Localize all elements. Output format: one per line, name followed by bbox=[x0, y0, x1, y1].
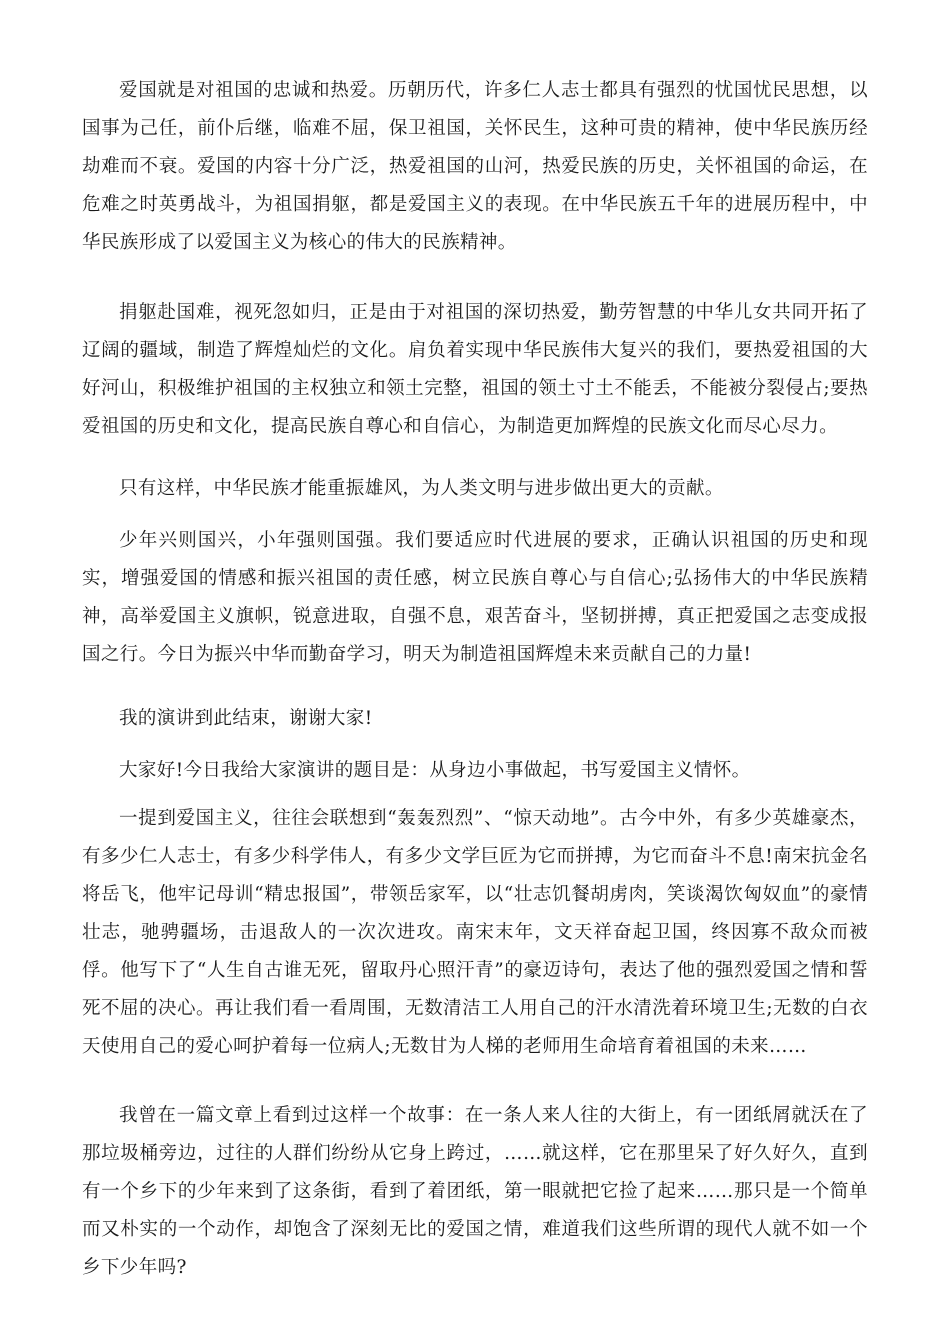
paragraph-youth-strength: 少年兴则国兴，小年强则国强。我们要适应时代进展的要求，正确认识祖国的历史和现实，增强爱国的情感和振兴祖国的责任感，树立民族自尊心与自信心;弘扬伟大的中华民族精神，高举爱国主义旗帜，锐意进取，自强不息，艰苦奋斗，坚韧拼搏，真正把爱国之志变成报国之行。今日为振兴中华而勤奋学习，明天为制造祖国辉煌未来贡献自己的力量! bbox=[82, 530, 868, 665]
paragraph-patriotic-heroes: 一提到爱国主义，往往会联想到“轰轰烈烈”、“惊天动地”。古今中外，有多少英雄豪杰，有多少仁人志士，有多少科学伟人，有多少文学巨匠为它而拼搏，为它而奋斗不息!南宋抗金名将岳飞，他牢记母训“精忠报国”，带领岳家军，以“壮志饥餐胡虏肉，笑谈渴饮匈奴血”的豪情壮志，驰骋疆场，击退敌人的一次次进攻。南宋末年，文天祥奋起卫国，终因寡不敌众而被俘。他写下了“人生自古谁无死，留取丹心照汗青”的豪迈诗句，表达了他的强烈爱国之情和誓死不屈的决心。再让我们看一看周围，无数清洁工人用自己的汗水清洗着环境卫生;无数的白衣天使用自己的爱心呵护着每一位病人;无数甘为人梯的老师用生命培育着祖国的未来…… bbox=[82, 808, 868, 1057]
paragraph-devotion-to-country: 捐躯赴国难，视死忽如归，正是由于对祖国的深切热爱，勤劳智慧的中华儿女共同开拓了辽阔的疆域，制造了辉煌灿烂的文化。肩负着实现中华民族伟大复兴的我们，要热爱祖国的大好河山，积极维护祖国的主权独立和领土完整，祖国的领土寸土不能丢，不能被分裂侵占;要热爱祖国的历史和文化，提高民族自尊心和自信心，为制造更加辉煌的民族文化而尽心尽力。 bbox=[82, 302, 868, 437]
paragraph-paper-scrap-story: 我曾在一篇文章上看到过这样一个故事：在一条人来人往的大街上，有一团纸屑就沃在了那垃圾桶旁边，过往的人群们纷纷从它身上跨过，……就这样，它在那里呆了好久好久，直到有一个乡下的少年来到了这条街，看到了着团纸，第一眼就把它捡了起来……那只是一个简单而又朴实的一个动作，却饱含了深刻无比的爱国之情，难道我们这些所谓的现代人就不如一个乡下少年吗? bbox=[82, 1105, 868, 1278]
paragraph-speech-opening: 大家好!今日我给大家演讲的题目是：从身边小事做起，书写爱国主义情怀。 bbox=[119, 760, 751, 781]
paragraph-speech-ending: 我的演讲到此结束，谢谢大家! bbox=[119, 708, 373, 729]
paragraph-patriotism-definition: 爱国就是对祖国的忠诚和热爱。历朝历代，许多仁人志士都具有强烈的忧国忧民思想，以国事为己任，前仆后继，临难不屈，保卫祖国，关怀民生，这种可贵的精神，使中华民族历经劫难而不衰。爱国的内容十分广泛，热爱祖国的山河，热爱民族的历史，关怀祖国的命运，在危难之时英勇战斗，为祖国捐躯，都是爱国主义的表现。在中华民族五千年的进展历程中，中华民族形成了以爱国主义为核心的伟大的民族精神。 bbox=[82, 80, 868, 253]
paragraph-national-revival: 只有这样，中华民族才能重振雄风，为人类文明与进步做出更大的贡献。 bbox=[119, 478, 724, 499]
